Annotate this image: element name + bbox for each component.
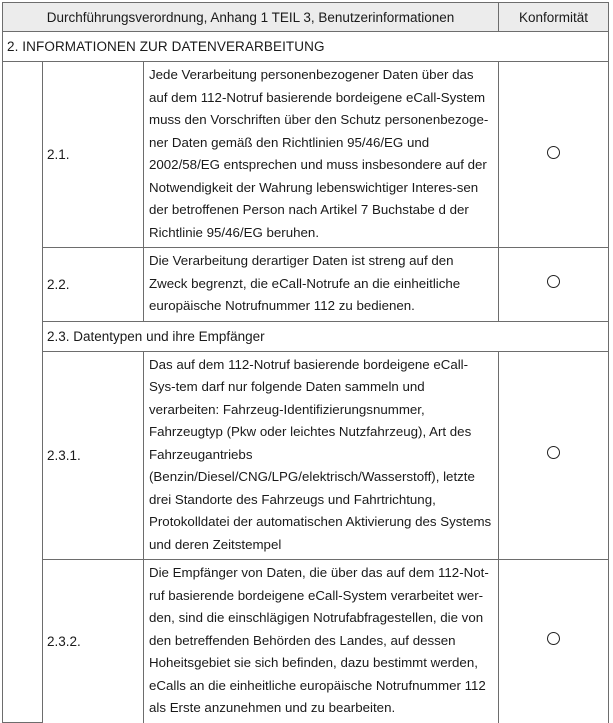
conformity-cell [499, 560, 609, 723]
document-page [2, 2, 608, 723]
table-row [3, 560, 609, 723]
indent-cell [3, 62, 43, 723]
conformity-cell [499, 62, 609, 248]
subsection-row [3, 321, 609, 351]
section-row [3, 32, 609, 62]
circle-icon [547, 446, 560, 459]
row-number: 2.1. [43, 62, 144, 248]
table-row [3, 248, 609, 322]
row-text: Das auf dem 112-Notruf basierende bordeigene eCall-Sys-tem darf nur folgende Daten sammeln und verarbeiten: Fahrzeug-Identifizierungsnummer, Fahrzeugtyp (Pkw oder leichtes Nutzfahrzeug), Art des Fahrzeugantriebs (Benzin/Diesel/CNG/LPG/elektrisch/Wasserstoff), letzte drei Standorte des Fahrzeugs und Fahrtrichtung, Protokolldatei der automatischen Aktivierung des Systems und deren Zeitstempel [144, 351, 499, 560]
circle-icon [547, 146, 560, 159]
row-number: 2.2. [43, 248, 144, 322]
circle-icon [547, 275, 560, 288]
header-main: Durchführungsverordnung, Anhang 1 TEIL 3, Benutzerinformationen [3, 3, 499, 32]
subsection-title: 2.3. Datentypen und ihre Empfänger [43, 321, 609, 351]
section-title: 2. INFORMATIONEN ZUR DATENVERARBEITUNG [3, 32, 609, 62]
conformity-cell [499, 248, 609, 322]
table-header-row [3, 3, 609, 32]
table-row [3, 351, 609, 560]
row-text: Die Verarbeitung derartiger Daten ist streng auf den Zweck begrenzt, die eCall-Notrufe an die einheitliche europäische Notrufnummer 112 zu bedienen. [144, 248, 499, 322]
header-conformity: Konformität [499, 3, 609, 32]
row-text: Jede Verarbeitung personenbezogener Daten über das auf dem 112-Notruf basierende bordeigene eCall-System muss den Vorschriften über den Schutz personenbezoge-ner Daten gemäß den Richtlinien 95/46/EG und 2002/58/EG entsprechen und muss insbesondere auf der Notwendigkeit der Wahrung lebenswichtiger Interes-sen der betroffenen Person nach Artikel 7 Buchstabe d der Richtlinie 95/46/EG beruhen. [144, 62, 499, 248]
table-row [3, 62, 609, 248]
row-number: 2.3.1. [43, 351, 144, 560]
circle-icon [547, 632, 560, 645]
conformity-cell [499, 351, 609, 560]
row-number: 2.3.2. [43, 560, 144, 723]
conformity-table [2, 2, 609, 723]
row-text: Die Empfänger von Daten, die über das auf dem 112-Not-ruf basierende bordeigene eCall-System verarbeitet wer-den, sind die einschlägigen Notrufabfragestellen, die von den betreffenden Behörden des Landes, auf dessen Hoheitsgebiet sie sich befinden, dazu bestimmt werden, eCalls an die einheitliche europäische Notrufnummer 112 als Erste anzunehmen und zu bearbeiten. [144, 560, 499, 723]
